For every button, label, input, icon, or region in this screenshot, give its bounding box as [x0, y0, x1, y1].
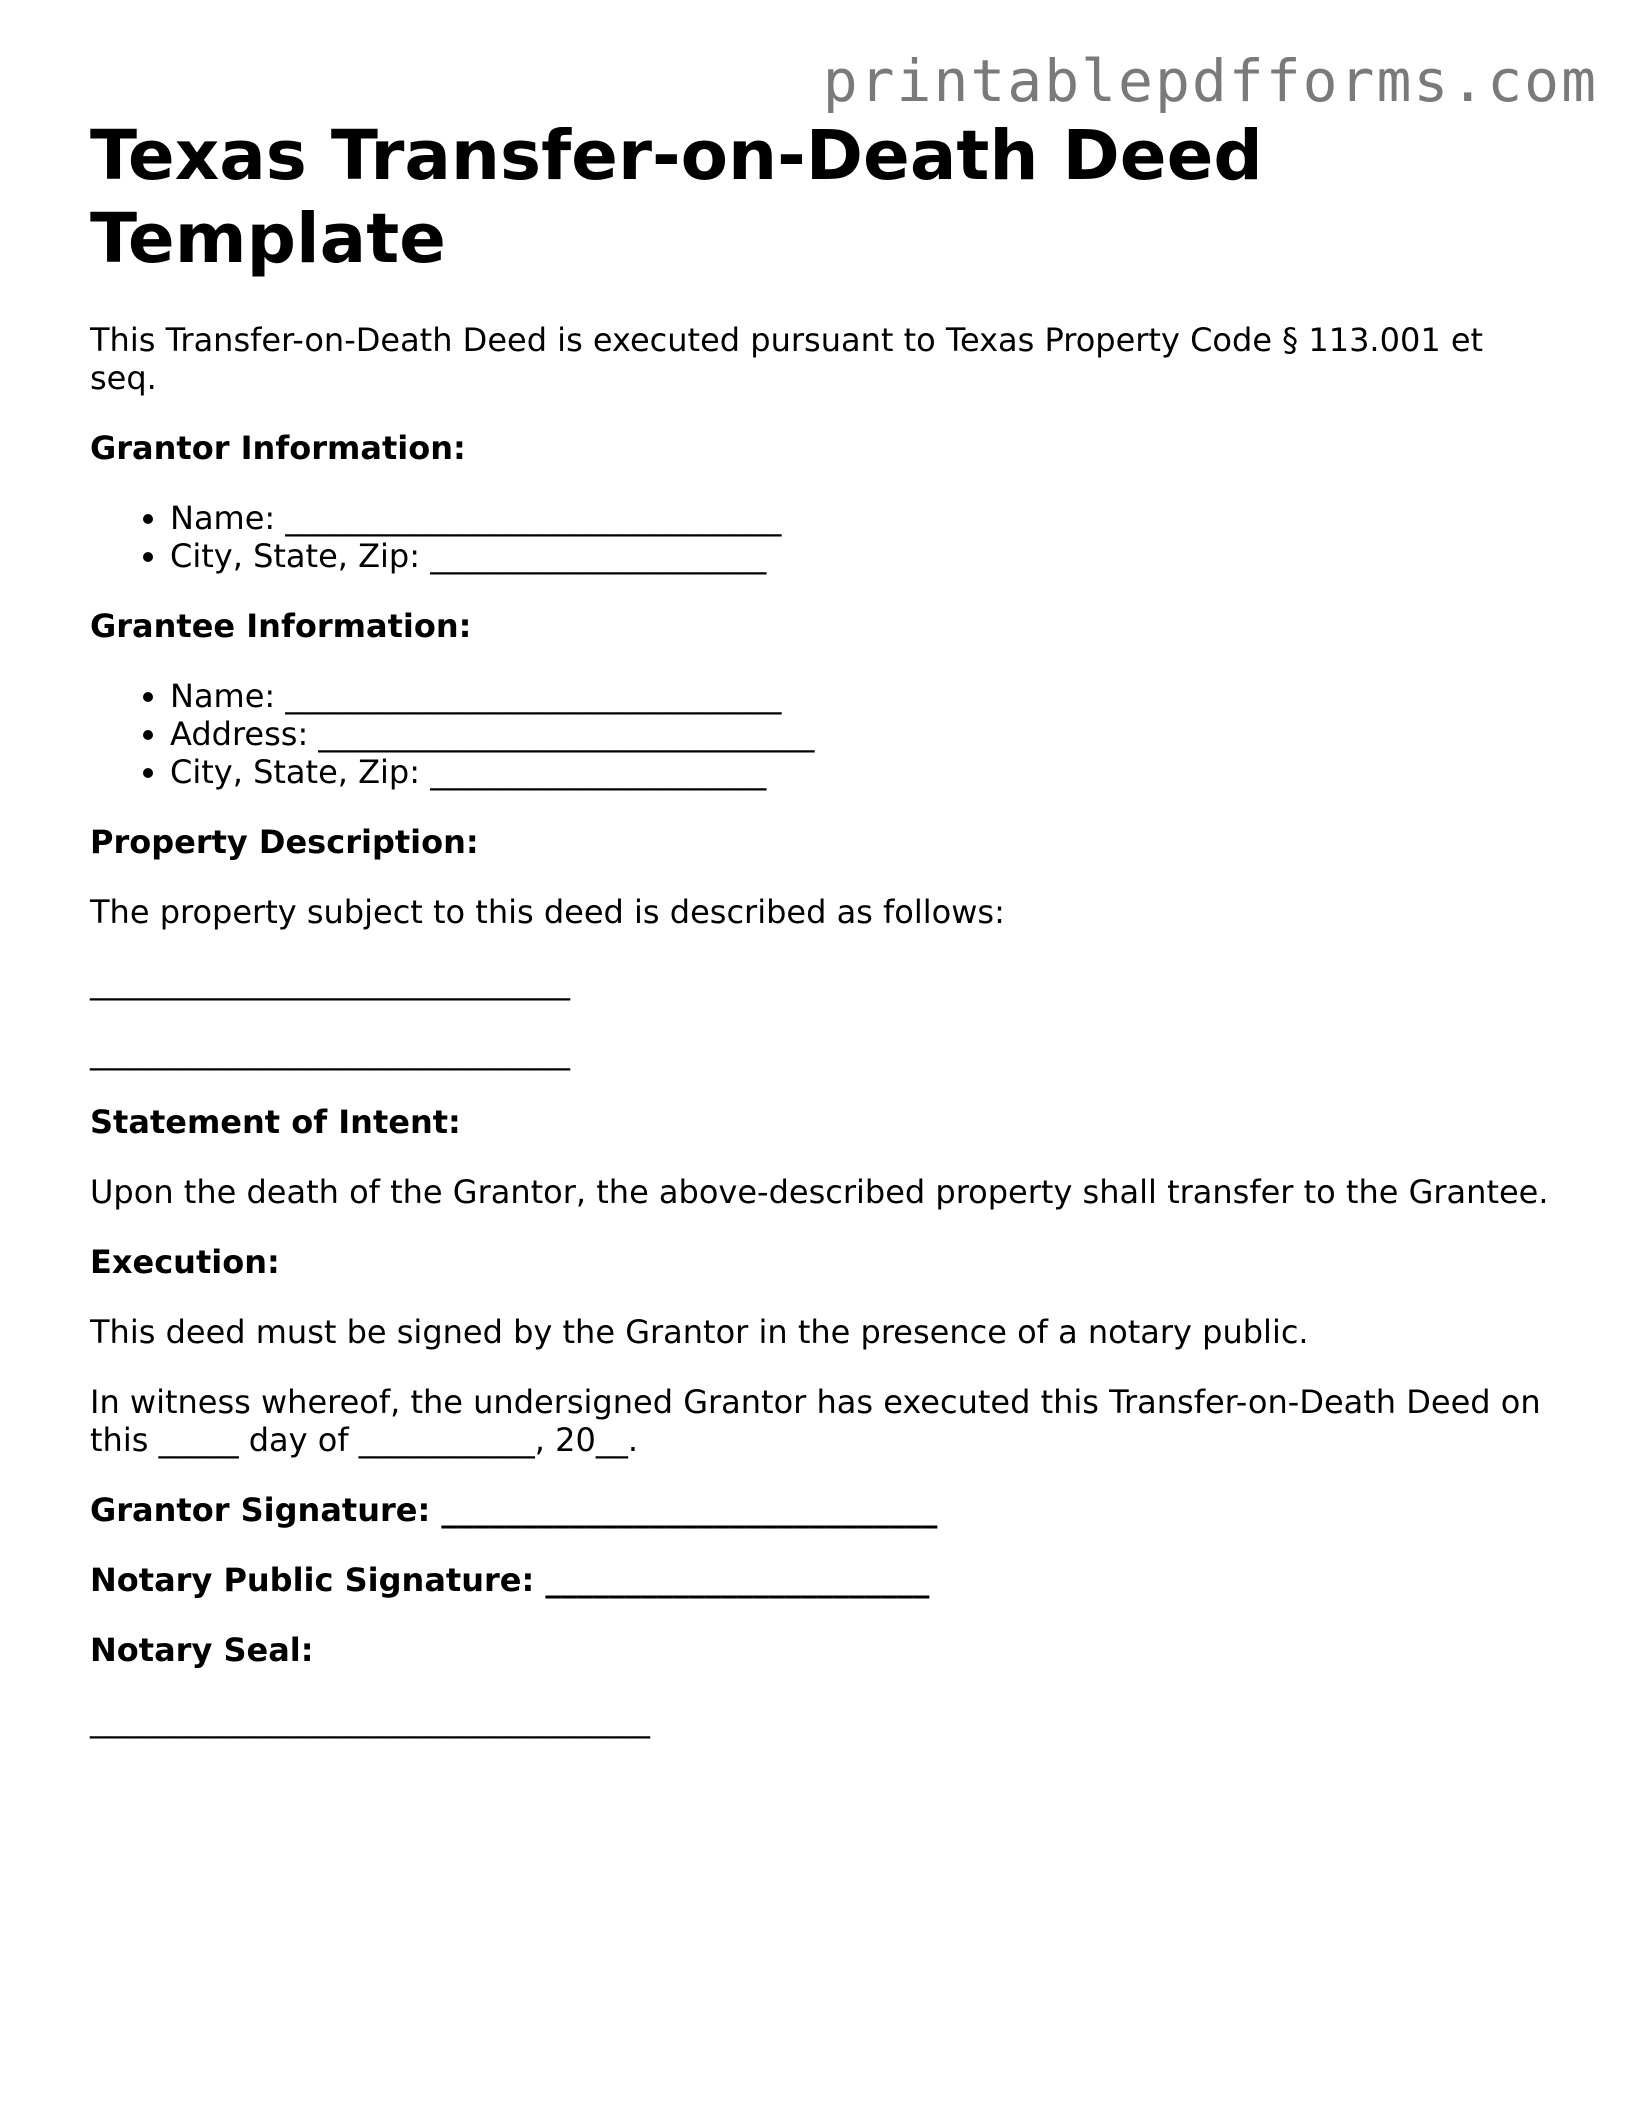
grantee-fields: [90, 677, 1560, 791]
property-line-1[interactable]: ______________________________: [90, 962, 570, 1001]
notary-seal-line[interactable]: ___________________________________: [90, 1700, 650, 1739]
intent-heading: Statement of Intent:: [90, 1102, 461, 1141]
watermark: printablepdfforms.com: [822, 47, 1598, 115]
document-page: [90, 115, 1560, 1771]
notary-seal-label: Notary Seal:: [90, 1630, 314, 1669]
grantee-name-field[interactable]: • Name: _______________________________: [170, 677, 1560, 715]
execution-text: This deed must be signed by the Grantor in the presence of a notary public.: [90, 1312, 1309, 1351]
witness-text: In witness whereof, the undersigned Grantor has executed this Transfer-on-Death Deed on this _____ day of ___________, 20__.: [90, 1382, 1541, 1459]
grantee-city-field[interactable]: • City, State, Zip: _____________________: [170, 753, 1560, 791]
grantee-address-field[interactable]: • Address: _______________________________: [170, 715, 1560, 753]
grantor-city-field[interactable]: • City, State, Zip: _____________________: [170, 537, 1560, 575]
grantor-name-field[interactable]: • Name: _______________________________: [170, 499, 1560, 537]
grantor-fields: [90, 499, 1560, 575]
notary-signature-field[interactable]: Notary Public Signature: ________________________: [90, 1560, 930, 1599]
intro-text: This Transfer-on-Death Deed is executed pursuant to Texas Property Code § 113.001 et seq.: [90, 320, 1484, 397]
page-title: Texas Transfer-on-Death Deed Template: [90, 116, 1263, 279]
grantor-heading: Grantor Information:: [90, 428, 466, 467]
intent-text: Upon the death of the Grantor, the above-described property shall transfer to the Grantee.: [90, 1172, 1549, 1211]
grantee-heading: Grantee Information:: [90, 606, 472, 645]
execution-heading: Execution:: [90, 1242, 280, 1281]
property-text: The property subject to this deed is described as follows:: [90, 892, 1005, 931]
property-line-2[interactable]: ______________________________: [90, 1032, 570, 1071]
property-heading: Property Description:: [90, 822, 479, 861]
grantor-signature-field[interactable]: Grantor Signature: _______________________________: [90, 1490, 938, 1529]
